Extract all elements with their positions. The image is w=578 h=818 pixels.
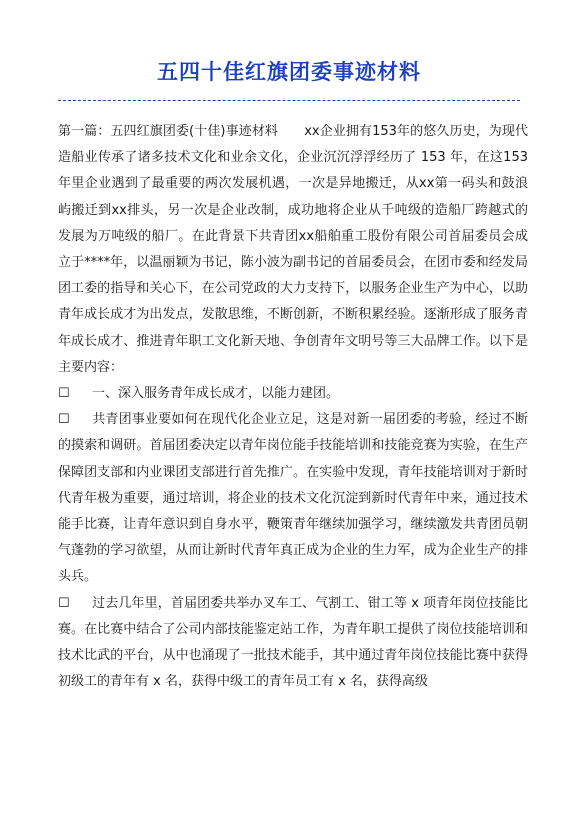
checkbox-bullet-icon: ☐ [58,412,70,428]
section-heading-text: 一、深入服务青年成长成才，以能力建团。 [92,386,340,402]
bullet-paragraph [58,407,528,590]
title-divider [58,100,520,101]
document-title: 五四十佳红旗团委事迹材料 [157,60,421,84]
section-heading [58,381,528,407]
document-body [58,119,528,695]
bullet-paragraph [58,591,528,696]
bullet-paragraph-text: 过去几年里，首届团委共举办叉车工、气割工、钳工等 x 项青年岗位技能比赛。在比赛中结合了公司内部技能鉴定站工作，为青年职工提供了岗位技能培训和技术比武的平台，从中也涌现了一批技术能手，其中通过青年岗位技能比赛中获得初级工的青年有 x 名，获得中级工的青年员工有 x 名，获得高级 [58,595,528,690]
checkbox-bullet-icon: ☐ [58,595,70,611]
checkbox-bullet-icon: ☐ [58,386,70,402]
bullet-paragraph-text: 共青团事业要如何在现代化企业立足，这是对新一届团委的考验，经过不断的摸索和调研。首届团委决定以青年岗位能手技能培训和技能竞赛为实验，在生产保障团支部和内业课团支部进行首先推广。在实验中发现，青年技能培训对于新时代青年极为重要，通过培训，将企业的技术文化沉淀到新时代青年中来，通过技术能手比赛，让青年意识到自身水平，鞭策青年继续加强学习，继续激发共青团员朝气蓬勃的学习欲望，从而让新时代青年真正成为企业的生力军，成为企业生产的排头兵。 [58,412,528,585]
intro-paragraph: 第一篇：五四红旗团委(十佳)事迹材料 xx企业拥有153年的悠久历史，为现代造船业传承了诸多技术文化和业余文化，企业沉沉浮浮经历了 153 年，在这153年里企业遇到了最重要的两次发展机遇，一次是异地搬迁，从xx第一码头和鼓浪屿搬迁到xx排头，另一次是企业改制，成功地将企业从千吨级的造船厂跨越式的发展为万吨级的船厂。在此背景下共青团xx船舶重工股份有限公司首届委员会成立于****年，以温丽颖为书记，陈小波为副书记的首届委员会，在团市委和经发局团工委的指导和关心下，在公司党政的大力支持下，以服务企业生产为中心，以助青年成长成才为出发点，发散思维，不断创新，不断积累经验。逐渐形成了服务青年成长成才、推进青年职工文化新天地、争创青年文明号等三大品牌工作。以下是主要内容： [58,124,528,375]
